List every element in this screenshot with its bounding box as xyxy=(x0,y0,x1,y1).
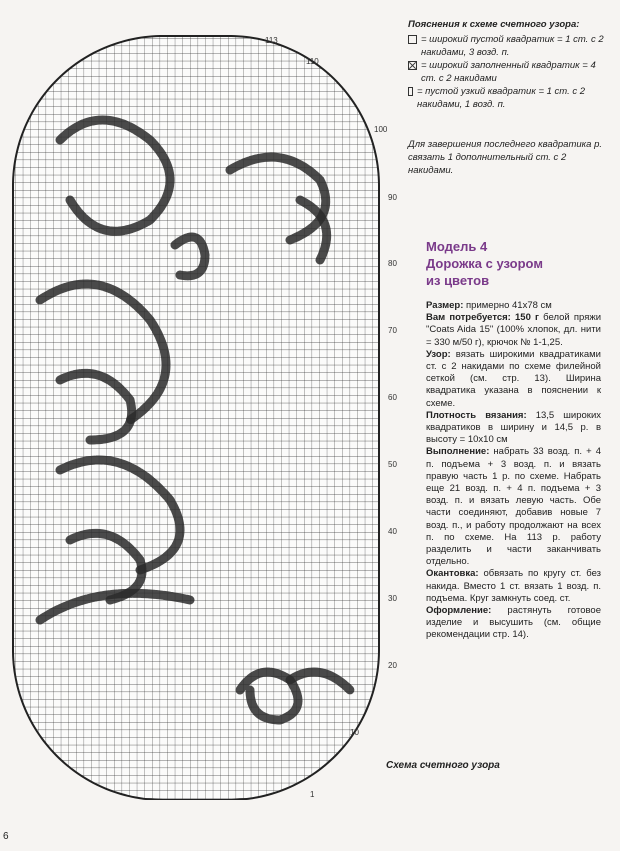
work-text: набрать 33 возд. п. + 4 п. подъема + 3 возд. п. и вязать правую часть 1 р. по схеме. Набрать еще 21 возд. п. + 4 п. подъема + 3 возд. п. и вязать левую часть. Обе части соединяют, добавив новые 7 возд. п., и работу продолжают на всех п. по схеме. На 113 р. работу разделить и части заканчивать отдельно. xyxy=(426,446,601,568)
row-label-110: 110 xyxy=(306,57,319,66)
size-label: Размер: xyxy=(426,300,464,311)
row-label-10: 10 xyxy=(350,728,359,737)
work-paragraph xyxy=(426,446,601,568)
finishing-text: растянуть готовое изделие и высушить (см. общие рекомендации стр. 14). xyxy=(426,605,601,641)
row-label-30: 30 xyxy=(388,594,397,603)
row-label-80: 80 xyxy=(388,259,397,268)
row-label-20: 20 xyxy=(388,661,397,670)
legend-text: = широкий пустой квадратик = 1 ст. с 2 накидами, 3 возд. п. xyxy=(421,34,604,58)
narrow-square-icon xyxy=(408,87,413,96)
description xyxy=(426,300,601,642)
row-label-113: 113 xyxy=(265,36,278,45)
crossed-square-icon xyxy=(408,61,417,70)
empty-square-icon xyxy=(408,35,417,44)
model-title-line1: Дорожка с узором xyxy=(426,256,543,271)
model-heading xyxy=(426,238,606,289)
materials-label: Вам потребуется: xyxy=(426,312,511,324)
finish-note: Для завершения последнего квадратика р. связать 1 дополнительный ст. с 2 накидами. xyxy=(408,139,602,176)
legend-text: = пустой узкий квадратик = 1 ст. с 2 накидами, 1 возд. п. xyxy=(417,86,586,110)
materials-text: белой пряжи "Coats Aida 15" (100% хлопок, дл. нити = 330 м/50 г), крючок № 1-1,25. xyxy=(426,312,602,348)
legend-item-empty-narrow xyxy=(408,85,613,111)
row-label-40: 40 xyxy=(388,527,397,536)
work-label: Выполнение: xyxy=(426,446,490,458)
finishing-label: Оформление: xyxy=(426,605,492,617)
model-number: Модель 4 xyxy=(426,239,488,254)
model-title-line2: из цветов xyxy=(426,273,490,288)
size-paragraph xyxy=(426,300,601,312)
legend-item-empty-wide xyxy=(408,33,613,59)
row-label-90: 90 xyxy=(388,193,397,202)
legend-item-filled-wide xyxy=(408,59,613,85)
page-number: 6 xyxy=(3,831,9,842)
row-label-50: 50 xyxy=(388,460,397,469)
pattern-paragraph xyxy=(426,349,601,410)
materials-paragraph xyxy=(426,312,601,349)
chart-caption: Схема счетного узора xyxy=(386,760,500,771)
legend xyxy=(408,18,613,111)
finishing-paragraph xyxy=(426,605,601,642)
pattern-text: вязать широкими квадратиками ст. с 2 накидами по схеме филейной сеткой (см. стр. 13). Ширина квадратика указана в пояснении к схеме. xyxy=(426,348,601,409)
edging-paragraph xyxy=(426,568,601,605)
legend-title: Пояснения к схеме счетного узора: xyxy=(408,19,580,30)
row-label-1: 1 xyxy=(310,790,315,799)
legend-text: = широкий заполненный квадратик = 4 ст. с 2 накидами xyxy=(421,60,596,84)
edging-text: обвязать по кругу ст. без накида. Вместо 1 ст. вязать 1 возд. п. подъема. Круг замкнуть соед. ст. xyxy=(426,568,601,604)
materials-amount: 150 г xyxy=(510,312,539,324)
row-label-60: 60 xyxy=(388,393,397,402)
row-label-70: 70 xyxy=(388,326,397,335)
density-paragraph xyxy=(426,410,601,447)
edging-label: Окантовка: xyxy=(426,568,479,580)
pattern-label: Узор: xyxy=(426,348,451,360)
density-label: Плотность вязания: xyxy=(426,409,527,421)
row-label-100: 100 xyxy=(374,125,388,134)
size-text: примерно 41х78 см xyxy=(463,300,552,311)
density-text: 13,5 широких квадратиков в ширину и 14,5 р. в высоту = 10х10 см xyxy=(426,409,601,446)
